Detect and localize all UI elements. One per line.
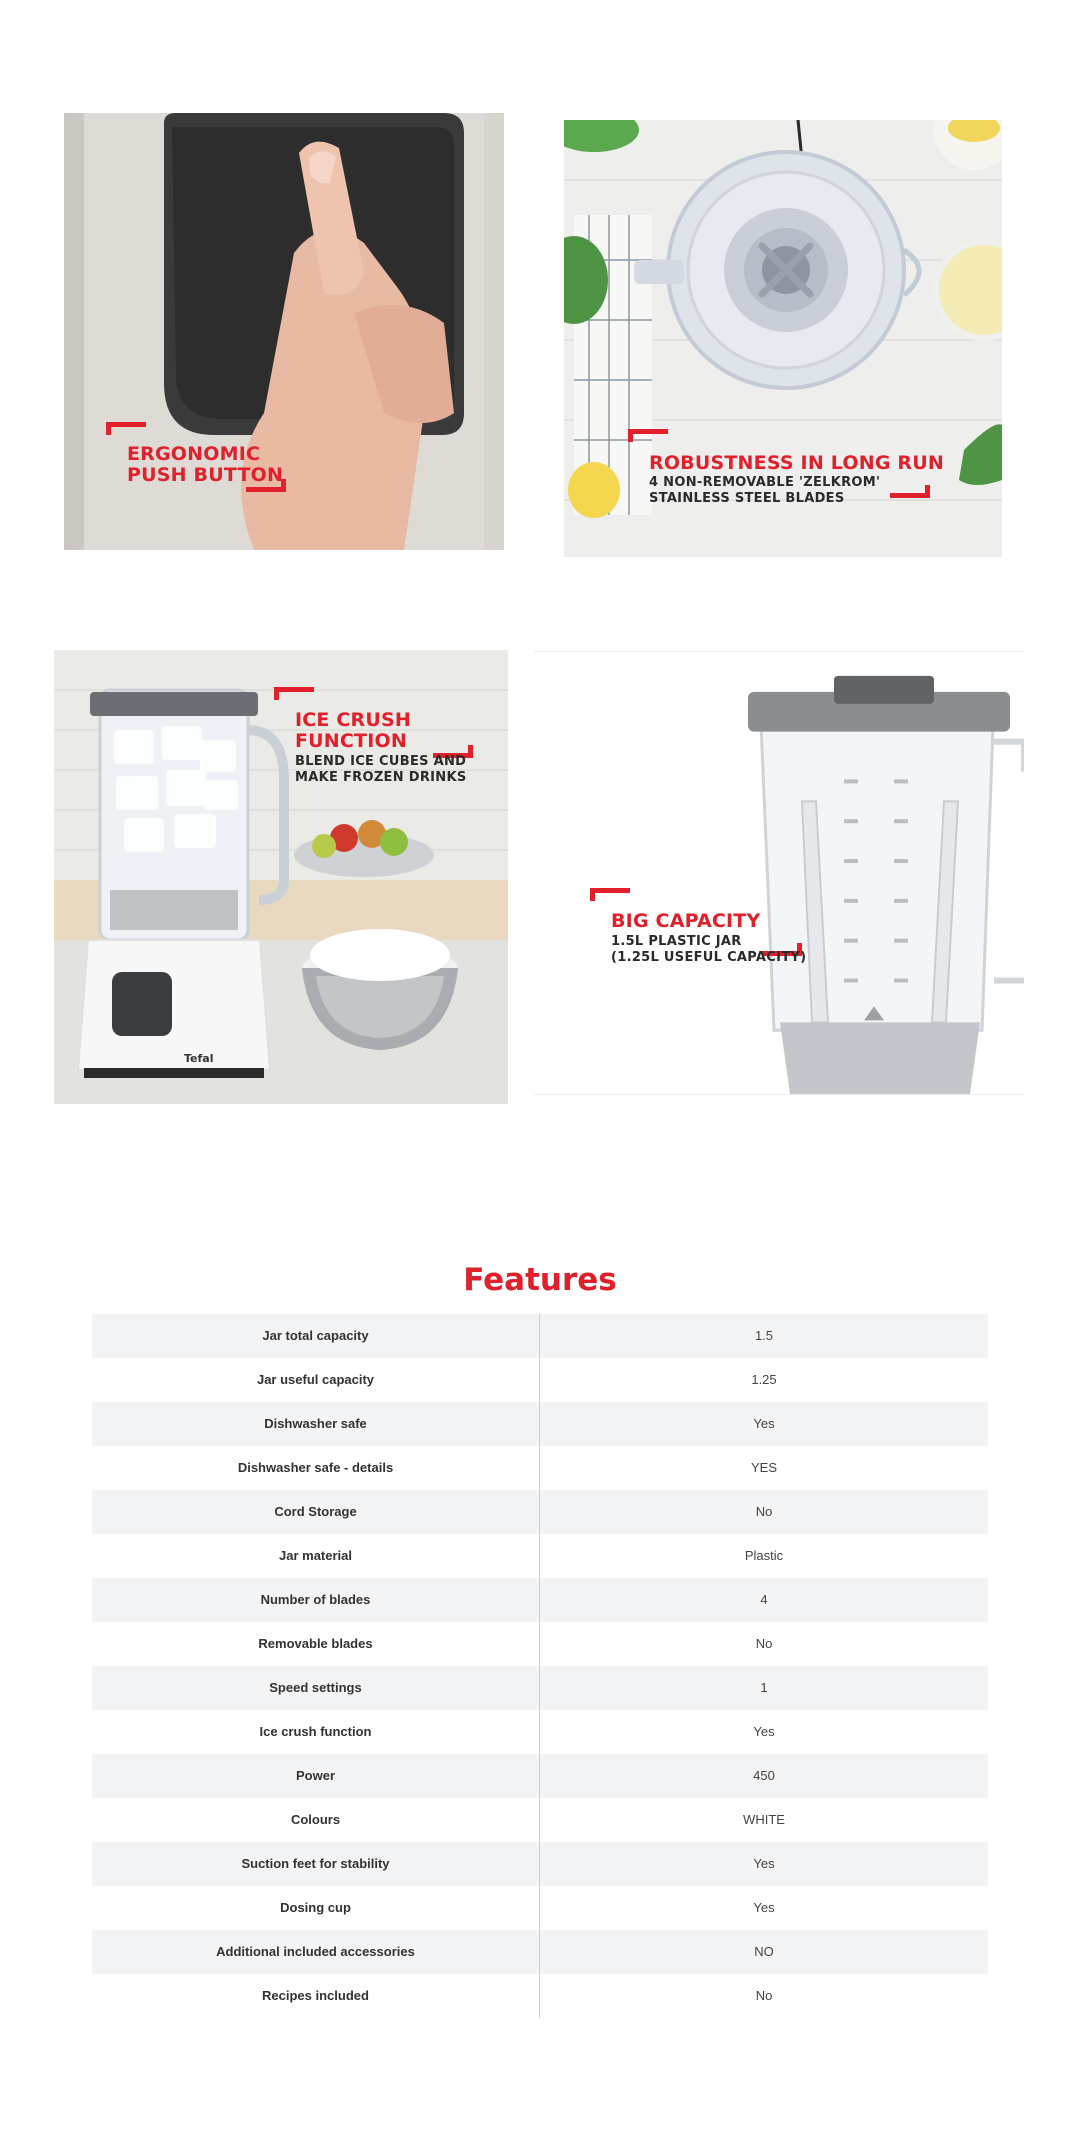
robustness-title: ROBUSTNESS IN LONG RUN: [649, 452, 944, 474]
feature-tile-robustness: [564, 120, 1002, 557]
table-row: [92, 1798, 988, 1842]
spec-value: NO: [754, 1944, 774, 1959]
blender-jar-image: [534, 652, 1024, 1094]
spec-label: Speed settings: [92, 1666, 540, 1710]
table-row: [92, 1446, 988, 1490]
table-row: [92, 1710, 988, 1754]
spec-label: Power: [92, 1754, 540, 1798]
table-row: [92, 1402, 988, 1446]
spec-label: Jar total capacity: [92, 1314, 540, 1358]
robustness-sub-line2: STAINLESS STEEL BLADES: [649, 491, 845, 506]
spec-value: Yes: [753, 1900, 775, 1915]
table-row: [92, 1974, 988, 2018]
spec-value: YES: [750, 1460, 777, 1475]
spec-label: Number of blades: [92, 1578, 540, 1622]
spec-label: Ice crush function: [92, 1710, 540, 1754]
table-row: [92, 1842, 988, 1886]
spec-value: Yes: [753, 1724, 775, 1739]
robustness-sub-line1: 4 NON-REMOVABLE 'ZELKROM': [649, 475, 881, 490]
table-row: [92, 1358, 988, 1402]
features-heading: Features: [463, 1262, 617, 1298]
spec-label: Jar material: [92, 1534, 540, 1578]
spec-label: Dosing cup: [92, 1886, 540, 1930]
spec-value: Plastic: [744, 1548, 784, 1563]
spec-value: 450: [753, 1768, 775, 1783]
ice-crush-title-line2: FUNCTION: [295, 730, 407, 752]
spec-value: 1.25: [751, 1372, 777, 1387]
spec-label: Dishwasher safe - details: [92, 1446, 540, 1490]
table-row: [92, 1490, 988, 1534]
spec-label: Cord Storage: [92, 1490, 540, 1534]
spec-value: No: [755, 1988, 773, 2003]
ice-crush-sub-line2: MAKE FROZEN DRINKS: [295, 770, 467, 785]
ice-crush-title-line1: ICE CRUSH: [295, 709, 411, 731]
table-row: [92, 1314, 988, 1358]
spec-label: Jar useful capacity: [92, 1358, 540, 1402]
table-row: [92, 1754, 988, 1798]
ergonomic-title-line2: PUSH BUTTON: [127, 464, 284, 486]
spec-value: 1: [760, 1680, 768, 1695]
spec-label: Suction feet for stability: [92, 1842, 540, 1886]
capacity-sub-line1: 1.5L PLASTIC JAR: [611, 934, 742, 949]
spec-value: No: [755, 1636, 773, 1651]
spec-label: Colours: [92, 1798, 540, 1842]
spec-value: WHITE: [743, 1812, 785, 1827]
feature-tile-capacity: [534, 651, 1024, 1095]
table-row: [92, 1534, 988, 1578]
features-table: [92, 1314, 988, 2018]
tefal-logo: Tefal: [184, 1052, 214, 1065]
spec-value: Yes: [753, 1856, 775, 1871]
spec-value: No: [755, 1504, 773, 1519]
spec-label: Additional included accessories: [92, 1930, 540, 1974]
table-row: [92, 1578, 988, 1622]
spec-label: Recipes included: [92, 1974, 540, 2018]
capacity-title: BIG CAPACITY: [611, 910, 761, 932]
feature-tile-ice-crush: [54, 650, 508, 1104]
spec-value: 4: [760, 1592, 768, 1607]
ice-crush-sub-line1: BLEND ICE CUBES AND: [295, 754, 467, 769]
capacity-sub-line2: (1.25L USEFUL CAPACITY): [611, 950, 807, 965]
spec-value: 1.5: [754, 1328, 774, 1343]
spec-label: Removable blades: [92, 1622, 540, 1666]
table-row: [92, 1666, 988, 1710]
spec-value: Yes: [753, 1416, 775, 1431]
blender-ice-image: [54, 650, 508, 1104]
ergonomic-title-line1: ERGONOMIC: [127, 443, 261, 465]
table-row: [92, 1622, 988, 1666]
table-row: [92, 1886, 988, 1930]
spec-label: Dishwasher safe: [92, 1402, 540, 1446]
feature-tile-ergonomic: [64, 113, 504, 550]
table-row: [92, 1930, 988, 1974]
